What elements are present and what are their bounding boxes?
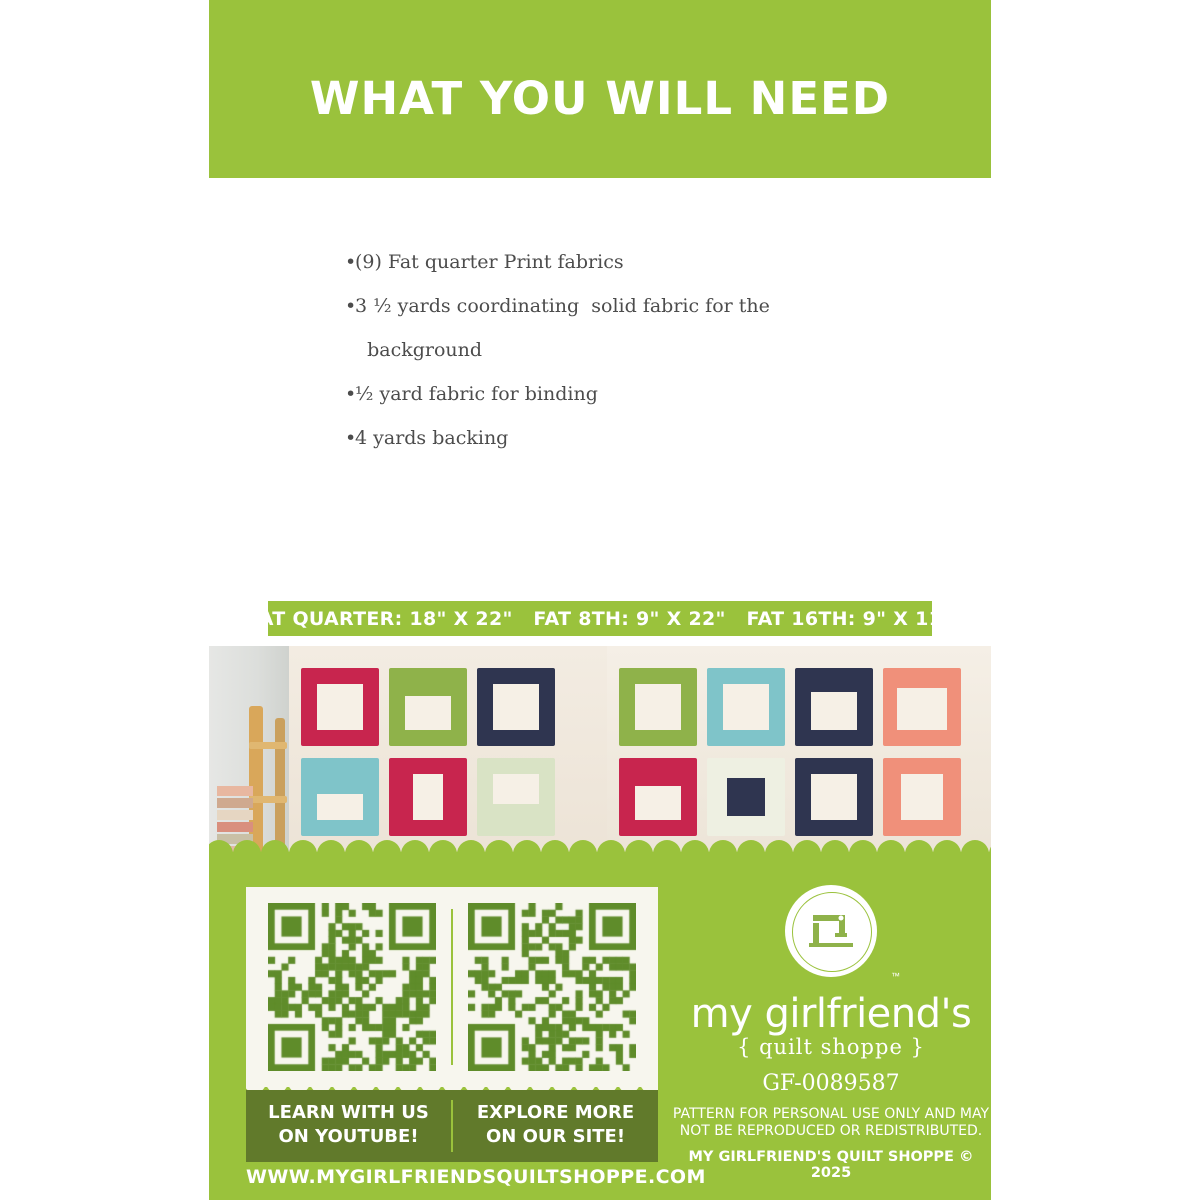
qr-code-youtube[interactable] — [268, 903, 436, 1071]
list-item — [345, 372, 905, 416]
sewing-machine-icon — [805, 909, 857, 953]
pattern-number: GF-0089587 — [762, 1071, 900, 1096]
quilt-block — [477, 668, 555, 746]
list-item-text: 3 ½ yards coordinating solid fabric for the — [355, 295, 770, 317]
brand-column — [672, 885, 990, 1181]
qr-divider — [451, 909, 453, 1065]
quilt-block — [389, 758, 467, 836]
brand-name: my girlfriend's — [690, 991, 972, 1037]
bullet-icon: • — [345, 427, 357, 449]
quilt-block — [389, 668, 467, 746]
header-band — [209, 0, 991, 178]
cta-youtube-line1: LEARN WITH US — [268, 1102, 429, 1123]
trademark-mark: ™ — [891, 971, 900, 981]
quilt-block — [707, 758, 785, 836]
quilt-photo — [209, 646, 991, 862]
legal-line-1: PATTERN FOR PERSONAL USE ONLY AND MAY — [672, 1106, 990, 1122]
cta-website-line2: ON OUR SITE! — [485, 1126, 626, 1147]
list-item — [345, 328, 905, 372]
bullet-spacer — [345, 328, 355, 372]
quilt-block — [795, 758, 873, 836]
cta-youtube[interactable] — [246, 1090, 451, 1162]
bullet-icon: • — [345, 251, 357, 273]
list-item — [345, 284, 905, 328]
list-item-text: 4 yards backing — [355, 427, 509, 449]
photo-ladder-rung — [249, 742, 287, 749]
cta-website-line1: EXPLORE MORE — [476, 1102, 635, 1123]
qr-code-website[interactable] — [468, 903, 636, 1071]
list-item — [345, 416, 905, 460]
list-item — [345, 240, 905, 284]
materials-list — [345, 240, 905, 460]
quilt-block — [883, 758, 961, 836]
photo-ladder-rung — [249, 796, 287, 803]
photo-fabric-stack — [217, 786, 253, 862]
quilt-block — [477, 758, 555, 836]
legal-line-2: NOT BE REPRODUCED OR REDISTRIBUTED. — [679, 1123, 983, 1139]
quilt-block — [707, 668, 785, 746]
quilt-block — [301, 668, 379, 746]
qr-panel — [246, 887, 658, 1087]
website-url[interactable]: WWW.MYGIRLFRIENDSQUILTSHOPPE.COM — [246, 1166, 706, 1188]
fat-quarter-size-text: FAT QUARTER: 18" X 22" FAT 8TH: 9" X 22" FAT 16TH: 9" X 11" — [247, 607, 953, 630]
list-item-text: background — [355, 339, 483, 361]
quilt-block — [301, 758, 379, 836]
brand-subtitle: { quilt shoppe } — [737, 1035, 925, 1059]
quilt-block — [619, 668, 697, 746]
legal-text — [672, 1106, 990, 1140]
fat-quarter-size-bar — [247, 601, 953, 636]
quilt-block — [795, 668, 873, 746]
copyright-text: MY GIRLFRIEND'S QUILT SHOPPE © 2025 — [688, 1149, 974, 1181]
cta-box — [246, 1090, 658, 1162]
cta-youtube-line2: ON YOUTUBE! — [278, 1126, 419, 1147]
page-title: WHAT YOU WILL NEED — [309, 72, 891, 125]
brand-badge — [785, 885, 877, 977]
quilt-block — [883, 668, 961, 746]
bullet-icon: • — [345, 295, 357, 317]
bullet-icon: • — [345, 383, 357, 405]
list-item-text: (9) Fat quarter Print fabrics — [355, 251, 624, 273]
photo-ladder-rail — [275, 718, 285, 862]
list-item-text: ½ yard fabric for binding — [355, 383, 598, 405]
cta-website[interactable] — [453, 1090, 658, 1162]
quilt-block — [619, 758, 697, 836]
